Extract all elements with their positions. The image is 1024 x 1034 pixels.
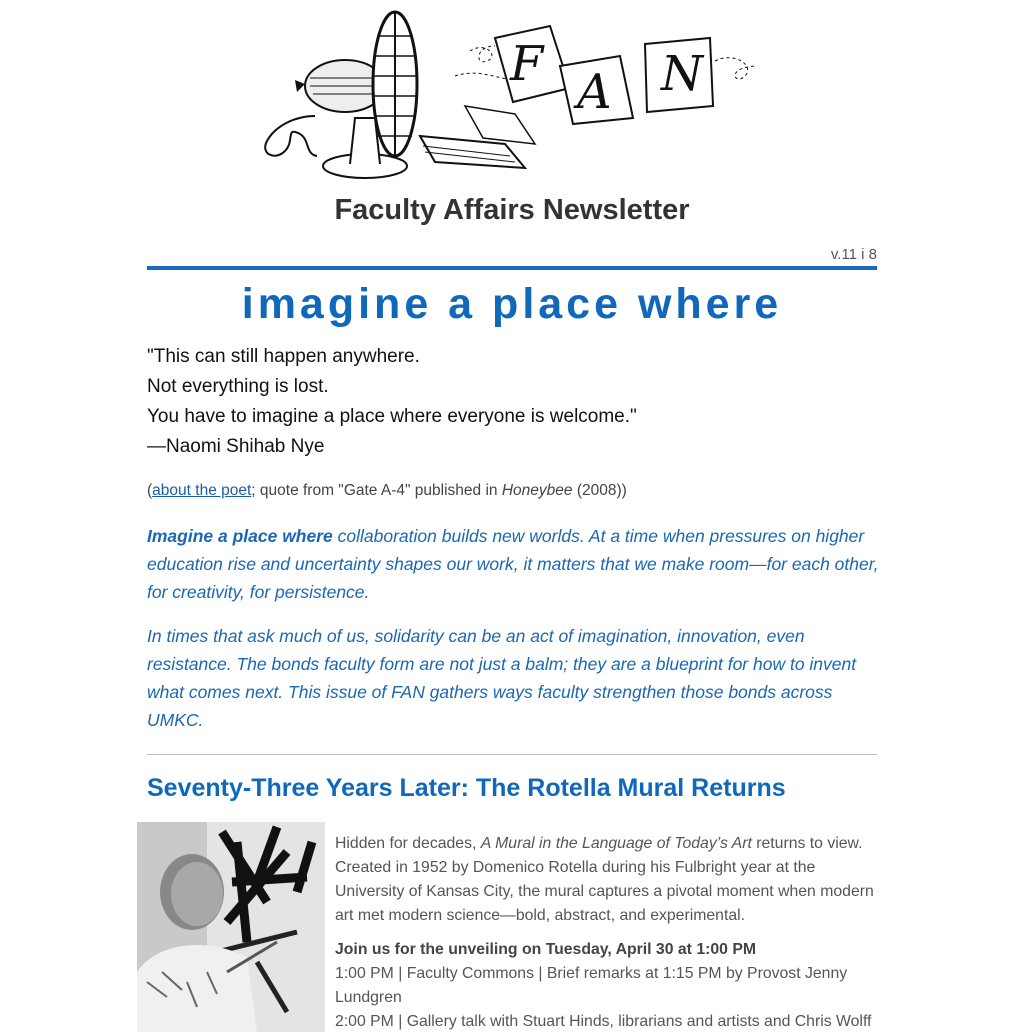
- citation-book: Honeybee: [501, 482, 573, 499]
- intro-paragraph-1: [147, 522, 882, 606]
- intro-paragraph-2: In times that ask much of us, solidarity can be an act of imagination, innovation, even resistance. The bonds faculty form are not just a balm; they are a blueprint for how to invent what comes next. This issue of FAN gathers ways faculty strengthen those bonds across UMKC.: [147, 626, 857, 730]
- article-body: [335, 832, 883, 1034]
- mural-title: A Mural in the Language of Today’s Art: [480, 835, 752, 852]
- issue-number: v.11 i 8: [830, 246, 877, 263]
- about-the-poet-link[interactable]: about the poet: [152, 482, 252, 499]
- logo-letter-n: N: [661, 46, 703, 102]
- section-divider: [147, 754, 877, 755]
- intro-text: collaboration builds new worlds. At a time when pressures on higher education rise and uncertainty shapes our work, it matters that we make room—for each other, for creativity, for persistence.: [147, 526, 879, 602]
- artist-photo: [137, 822, 325, 1032]
- poem-line: Not everything is lost.: [147, 376, 329, 397]
- logo-letter-a: A: [577, 64, 612, 120]
- event-heading: Join us for the unveiling on Tuesday, April 30 at 1:00 PM: [335, 941, 757, 958]
- intro-lead: Imagine a place where: [147, 526, 333, 546]
- article-text: Hidden for decades,: [335, 835, 481, 852]
- article-text: returns to view. Created in 1952 by Domenico Rotella during his Fulbright year at the University of Kansas City, the mural captures a pivotal moment when modern art met modern science—bold, abstract, and experimental.: [335, 835, 874, 924]
- artist-photo-image: [137, 822, 325, 1032]
- article-paragraph: [335, 832, 883, 928]
- poem-quote: [147, 342, 637, 462]
- event-line: 2:00 PM | Gallery talk with Stuart Hinds, librarians and artists and Chris Wolff: [335, 1013, 872, 1030]
- citation-end: (2008)): [572, 482, 627, 499]
- fan-logo: [255, 6, 765, 186]
- article-title[interactable]: Seventy-Three Years Later: The Rotella Mural Returns: [147, 774, 786, 802]
- poem-line: You have to imagine a place where everyone is welcome.": [147, 406, 637, 427]
- header-divider: [147, 266, 877, 270]
- newsletter-title: Faculty Affairs Newsletter: [334, 194, 690, 226]
- poem-attribution: —Naomi Shihab Nye: [147, 436, 325, 457]
- logo-letter-f: F: [510, 36, 544, 92]
- event-line: 1:00 PM | Faculty Commons | Brief remarks at 1:15 PM by Provost Jenny Lundgren: [335, 965, 848, 1006]
- hero-heading: imagine a place where: [241, 280, 783, 328]
- poem-line: "This can still happen anywhere.: [147, 346, 420, 367]
- citation-open: (: [147, 482, 153, 499]
- citation-text: ; quote from "Gate A-4" published in: [251, 482, 502, 499]
- poem-citation: [147, 482, 627, 500]
